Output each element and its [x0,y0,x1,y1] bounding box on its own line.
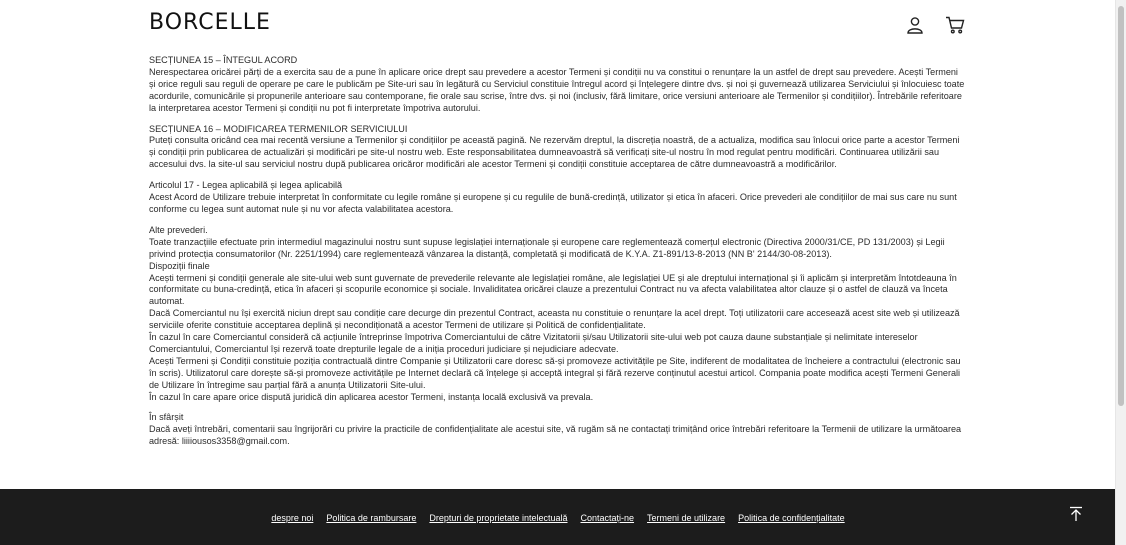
site-footer [0,489,1116,545]
user-icon[interactable] [904,14,926,36]
site-header [0,0,1116,48]
brand-logo[interactable]: BORCELLE [149,10,271,35]
section-title: SECȚIUNEA 16 – MODIFICAREA TERMENILOR SERVICIULUI [149,123,408,134]
section-paragraph: Dacă Comerciantul nu își exercită niciun drept sau condiție care decurge din prezentul Contract, aceasta nu constituie o renunțare la acel drept. Toți utilizatorii care accesează acest site web și utilizează serviciile oferite constituie acceptarea deplină și necondiționată a acestor Termeni de utilizare și Politică de confidențialitate. [149,308,960,331]
section-final [149,412,966,448]
section-body: Dacă aveți întrebări, comentarii sau îngrijorări cu privire la practicile de confidențialitate ale acestui site, vă rugăm să ne contactați trimițând orice întrebări referitoare la Termenii de utilizare la următoarea adresă: liiiiousos3358@gmail.com. [149,424,962,447]
section-paragraph: Dispoziții finale [149,260,210,271]
section-17 [149,180,966,216]
cart-icon[interactable] [944,14,966,36]
section-title: Alte prevederi. [149,224,208,235]
section-title: Articolul 17 - Legea aplicabilă și legea aplicabilă [149,180,343,191]
section-title: SECȚIUNEA 15 – ÎNTEGUL ACORD [149,55,298,65]
section-body: Toate tranzacțiile efectuate prin intermediul magazinului nostru sunt supuse legislației internaționale și europene care reglementează comerțul electronic (Directiva 2000/31/CE, PD 131/2003) și Legii privind protecția consumatorilor (Nr. 2251/1994) care reglementează vânzarea la distanță, completată și modificată de K.Y.A. Z1-891/13-8-2013 (NN B' 2144/30-08-2013). [149,236,945,259]
footer-link-contact[interactable]: Contactați-ne [580,513,635,523]
terms-content [149,55,966,457]
section-paragraph: În cazul în care apare orice dispută juridică din aplicarea acestor Termeni, instanța locală exclusivă va prevala. [149,391,594,402]
footer-link-intellectual-property[interactable]: Drepturi de proprietate intelectuală [429,513,568,523]
section-body: Acest Acord de Utilizare trebuie interpretat în conformitate cu legile române și europene și cu regulile de bună-credință, utilizator și etica în afaceri. Orice prevederi ale condițiilor de mai sus care nu sunt conforme cu legea sunt automat nule și nu vor afecta valabilitatea acestora. [149,192,957,214]
section-paragraph: În cazul în care Comerciantul consideră că acțiunile întreprinse împotriva Comerciantului de către Vizitatorii și/sau Utilizatorii site-ului web pot cauza daune substanțiale și nelimitate intereselor Comerciantului, Comerciantul își rezervă toate drepturile legale de a iniția proceduri judiciare și nejudiciare adecvate. [149,332,918,354]
section-15 [149,55,966,115]
section-other-provisions [149,225,966,404]
arrow-up-to-top-icon[interactable] [1068,506,1084,522]
footer-link-about[interactable]: despre noi [271,513,314,523]
section-body: Nerespectarea oricărei părți de a exercita sau de a pune în aplicare orice drept sau prevedere a acestor Termeni și condiții nu va constitui o renunțare la un astfel de drept sau prevedere. Acești Termeni și orice reguli sau reguli de operare pe care le publicăm pe Site-uri sau în legătură cu Serviciul constituie întregul acord și înțelegere dintre dvs. și noi și guvernează utilizarea Serviciului și înlocuiesc toate acordurile, comunicările și propunerile anterioare sau contemporane, fie orale sau scrise, între dvs. și noi (inclusiv, fără limitare, orice versiuni anterioare ale Termenilor și condițiilor). Întrebările referitoare la interpretarea acestor Termeni și condiții nu pot fi interpretate împotriva autorului. [149,66,965,113]
footer-nav [0,513,1116,523]
section-title: În sfârșit [149,412,184,423]
footer-link-privacy[interactable]: Politica de confidențialitate [738,513,845,523]
footer-link-refund-policy[interactable]: Politica de rambursare [326,513,417,523]
page-scrollbar[interactable] [1115,0,1126,545]
section-paragraph: Acești termeni și condiții generale ale site-ului web sunt guvernate de prevederile relevante ale legislației române, ale legislației UE și ale dreptului internațional și îi aplicăm și interpretăm întotdeauna în conformitate cu buna-credință, etica în afaceri și scopurile economice și sociale. Invaliditatea oricărei clauze a prezentului Contract nu va afecta valabilitatea altor clauze și o astfel de clauză va înceta automat. [149,272,957,307]
scrollbar-thumb[interactable] [1118,6,1124,406]
footer-link-terms[interactable]: Termeni de utilizare [647,513,726,523]
section-body: Puteți consulta oricând cea mai recentă versiune a Termenilor și condițiilor pe această pagină. Ne rezervăm dreptul, la discreția noastră, de a actualiza, modifica sau înlocui orice parte a acestor Termeni și condiții prin publicarea de actualizări și modificări pe site-ul nostru web. Este responsabilitatea dumneavoastră să verificați site-ul nostru în mod regulat pentru modificări. Continuarea utilizării sau accesului dvs. la site-ul sau serviciul nostru după publicarea oricăror modificări ale acestor Termeni și condiții constituie acceptarea de către dumneavoastră a modificărilor. [149,135,960,170]
section-16 [149,124,966,172]
section-paragraph: Acești Termeni și Condiții constituie poziția contractuală dintre Companie și Utilizatorii care doresc să-și promoveze activitățile pe Site, indiferent de modalitatea de încheiere a contractului (electronic sau în scris). Utilizatorul care dorește să-și promoveze activitățile pe Internet declară că înțelege și acceptă integral și fără rezerve conținutul acestui articol. Compania poate modifica acești Termeni Generali de Utilizare în întregime sau parțial fără a anunța Utilizatorii Site-ului. [149,355,961,390]
header-actions [904,14,966,36]
